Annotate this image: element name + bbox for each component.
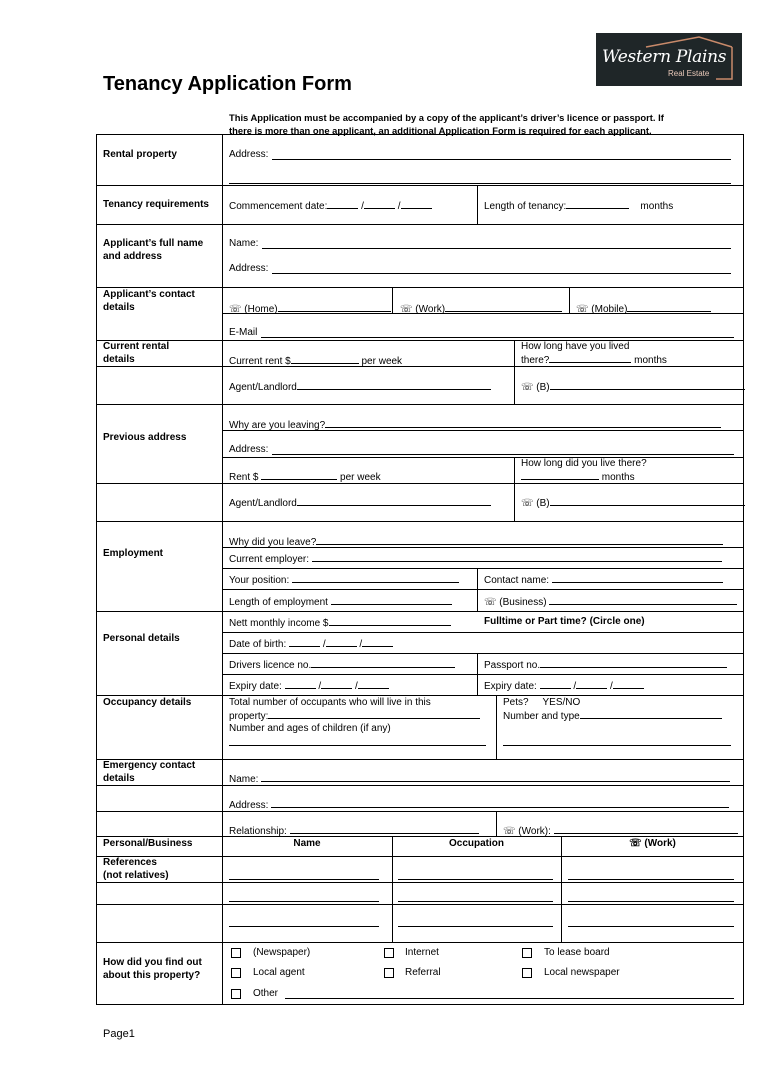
your-position[interactable]: Your position: bbox=[229, 573, 459, 587]
phone-icon: ☏ bbox=[229, 304, 242, 315]
phone-icon: ☏ bbox=[521, 382, 534, 393]
section-rental-property: Rental property bbox=[103, 149, 177, 160]
ref-3-work[interactable] bbox=[568, 926, 734, 927]
option-local-newspaper: Local newspaper bbox=[544, 967, 620, 978]
phone-icon: ☏ bbox=[521, 498, 534, 509]
why-leave[interactable]: Why did you leave? bbox=[229, 535, 723, 549]
ref-1-occupation[interactable] bbox=[398, 879, 553, 880]
emergency-name[interactable]: Name: bbox=[229, 772, 730, 786]
logo-subtext: Real Estate bbox=[668, 69, 710, 78]
option-other: Other bbox=[253, 988, 279, 999]
phone-icon: ☏ bbox=[576, 304, 589, 315]
section-personal-business: Personal/Business bbox=[103, 838, 193, 849]
business-phone[interactable]: ☏ (Business) bbox=[484, 595, 737, 609]
phone-icon: ☏ bbox=[629, 838, 642, 849]
checkbox-other[interactable] bbox=[231, 989, 241, 999]
option-lease-board: To lease board bbox=[544, 947, 610, 958]
logo-text: Western Plains bbox=[602, 47, 727, 67]
rental-address-field[interactable] bbox=[272, 159, 731, 160]
emergency-work-phone[interactable]: ☏ (Work): bbox=[503, 824, 738, 838]
passport-no[interactable]: Passport no. bbox=[484, 658, 727, 672]
option-referral: Referral bbox=[405, 967, 441, 978]
previous-agent-phone[interactable]: ☏ (B) bbox=[521, 496, 745, 510]
total-occupants[interactable]: Total number of occupants who will live in this property: Number and ages of children (if any) bbox=[229, 697, 480, 735]
ref-3-occupation[interactable] bbox=[398, 926, 553, 927]
applicant-address-field[interactable] bbox=[272, 273, 731, 274]
section-how-found: How did you find out about this property? bbox=[103, 957, 202, 981]
phone-icon: ☏ bbox=[503, 826, 516, 837]
section-employment: Employment bbox=[103, 548, 164, 559]
option-internet: Internet bbox=[405, 947, 439, 958]
ref-2-occupation[interactable] bbox=[398, 901, 553, 902]
section-personal-details: Personal details bbox=[103, 633, 180, 644]
how-long-previous[interactable]: How long did you live there? months bbox=[521, 458, 647, 483]
section-current-rental: Current rental details bbox=[103, 341, 170, 365]
phone-icon: ☏ bbox=[400, 304, 413, 315]
previous-address-field[interactable] bbox=[272, 454, 734, 455]
rental-address-label: Address: bbox=[229, 149, 269, 160]
ref-1-name[interactable] bbox=[229, 879, 379, 880]
option-newspaper: (Newspaper) bbox=[253, 947, 311, 958]
nett-monthly-income[interactable]: Nett monthly income $ bbox=[229, 616, 451, 630]
current-rent[interactable]: Current rent $ per week bbox=[229, 356, 403, 367]
ref-name-header: Name bbox=[293, 838, 321, 849]
checkbox-newspaper[interactable] bbox=[231, 948, 241, 958]
email-label: E-Mail bbox=[229, 327, 258, 338]
other-field[interactable] bbox=[285, 998, 734, 999]
intro-text: This Application must be accompanied by a copy of the applicant’s driver’s licence or passport. If there is more than one applicant, an additional Application Form is required for each applicant. bbox=[229, 112, 664, 136]
email-field[interactable] bbox=[261, 337, 734, 338]
current-agent-phone[interactable]: ☏ (B) bbox=[521, 380, 745, 394]
checkbox-local-agent[interactable] bbox=[231, 968, 241, 978]
length-of-tenancy[interactable]: Length of tenancy: months bbox=[484, 201, 674, 212]
contact-name[interactable]: Contact name: bbox=[484, 573, 723, 587]
option-local-agent: Local agent bbox=[253, 967, 305, 978]
checkbox-lease-board[interactable] bbox=[522, 948, 532, 958]
pets-field[interactable] bbox=[503, 745, 731, 746]
section-occupancy-details: Occupancy details bbox=[103, 697, 192, 708]
application-form bbox=[96, 134, 744, 1005]
emergency-relationship[interactable]: Relationship: bbox=[229, 824, 479, 838]
fulltime-parttime[interactable]: Fulltime or Part time? (Circle one) bbox=[484, 616, 645, 627]
applicant-name-label: Name: bbox=[229, 238, 259, 249]
section-tenancy-requirements: Tenancy requirements bbox=[103, 199, 209, 210]
checkbox-internet[interactable] bbox=[384, 948, 394, 958]
how-long-lived[interactable]: How long have you lived there? months bbox=[521, 341, 667, 366]
ref-work-header: ☏ (Work) bbox=[629, 838, 676, 849]
children-field[interactable] bbox=[229, 745, 486, 746]
why-leaving[interactable]: Why are you leaving? bbox=[229, 418, 721, 432]
drivers-licence[interactable]: Drivers licence no. bbox=[229, 658, 455, 672]
section-emergency-contact: Emergency contact details bbox=[103, 760, 196, 784]
applicant-address-label: Address: bbox=[229, 263, 269, 274]
section-references: References (not relatives) bbox=[103, 857, 169, 881]
phone-icon: ☏ bbox=[484, 597, 497, 608]
length-of-employment[interactable]: Length of employment bbox=[229, 595, 452, 609]
previous-address-label: Address: bbox=[229, 444, 269, 455]
checkbox-referral[interactable] bbox=[384, 968, 394, 978]
phone-mobile[interactable]: ☏ (Mobile) bbox=[576, 302, 711, 316]
column-divider bbox=[222, 134, 223, 1005]
passport-expiry[interactable]: Expiry date: / / bbox=[484, 679, 644, 693]
ref-1-work[interactable] bbox=[568, 879, 734, 880]
licence-expiry[interactable]: Expiry date: / / bbox=[229, 679, 389, 693]
emergency-address[interactable]: Address: bbox=[229, 798, 729, 812]
page-title: Tenancy Application Form bbox=[103, 73, 352, 95]
current-agent-landlord[interactable]: Agent/Landlord bbox=[229, 380, 491, 394]
section-previous-address: Previous address bbox=[103, 432, 187, 443]
applicant-name-field[interactable] bbox=[262, 248, 731, 249]
page-number: Page1 bbox=[103, 1028, 135, 1040]
phone-work[interactable]: ☏ (Work) bbox=[400, 302, 562, 316]
date-of-birth[interactable]: Date of birth: / / bbox=[229, 637, 393, 651]
previous-rent[interactable]: Rent $ per week bbox=[229, 472, 381, 483]
current-employer[interactable]: Current employer: bbox=[229, 552, 722, 566]
phone-home[interactable]: ☏ (Home) bbox=[229, 302, 391, 316]
previous-agent-landlord[interactable]: Agent/Landlord bbox=[229, 496, 491, 510]
company-logo bbox=[596, 33, 742, 86]
ref-2-work[interactable] bbox=[568, 901, 734, 902]
rental-address-field-2[interactable] bbox=[229, 183, 731, 184]
section-applicant-name: Applicant’s full name and address bbox=[103, 238, 204, 262]
ref-2-name[interactable] bbox=[229, 901, 379, 902]
ref-3-name[interactable] bbox=[229, 926, 379, 927]
ref-occupation-header: Occupation bbox=[448, 838, 504, 849]
pets[interactable]: Pets? YES/NO Number and type bbox=[503, 697, 722, 723]
commencement-date[interactable]: Commencement date: / / bbox=[229, 199, 432, 213]
checkbox-local-newspaper[interactable] bbox=[522, 968, 532, 978]
section-applicant-contact: Applicant’s contact details bbox=[103, 289, 195, 313]
